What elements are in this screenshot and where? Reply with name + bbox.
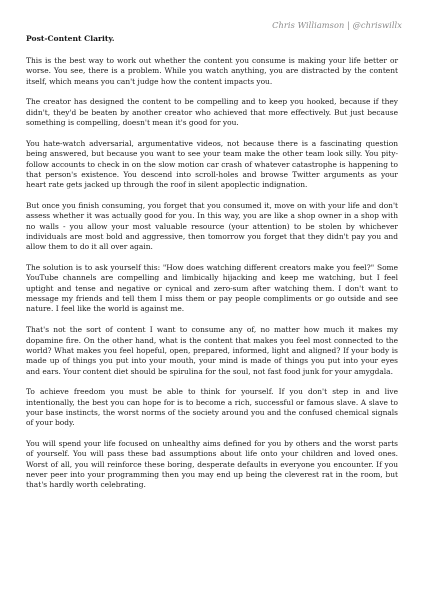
article-title: Post-Content Clarity. [26,34,115,43]
paragraph: You hate-watch adversarial, argumentative videos, not because there is a fascinating question being answered, but because you want to see your team make the other team look silly. You pity-follow accounts to check in on the slow motion car crash of whatever catastrophe is happening to that person's existence. You descend into scroll-holes and browse Twitter arguments as your heart rate gets jacked up through the roof in silent apoplectic indignation. [26,138,398,190]
paragraph: That's not the sort of content I want to consume any of, no matter how much it makes my dopamine fire. On the other hand, what is the content that makes you feel most connected to the world? What makes you feel hopeful, open, prepared, informed, light and aligned? If your body is made up of things you put into your mouth, your mind is made of things you put into your eyes and ears. Your content diet should be spirulina for the soul, not fast food junk for your amygdala. [26,325,398,376]
paragraph: But once you finish consuming, you forget that you consumed it, move on with your life and don't assess whether it was actually good for you. In this way, you are like a shop owner in a shop with no walls - you allow your most valuable resource (your attention) to be stolen by whichever individuals are most bold and aggressive, then tomorrow you forget that they didn't pay you and allow them to do it all over again. [26,200,398,252]
paragraph: The solution is to ask yourself this: "How does watching different creators make you feel?" Some YouTube channels are compelling and limbically hijacking and keep me watching, but I feel uptight and tense and negative or cynical and zero-sum after watching them. I don't want to message my friends and tell them I miss them or pay people compliments or go outside and see nature. I feel like the world is against me. [26,263,398,314]
paragraph: The creator has designed the content to be compelling and to keep you hooked, because if they didn't, they'd be beaten by another creator who achieved that more effectively. But just because something is compelling, doesn't mean it's good for you. [26,97,398,128]
paragraph: You will spend your life focused on unhealthy aims defined for you by others and the worst parts of yourself. You will pass these bad assumptions about life onto your children and loved ones. Worst of all, you will reinforce these boring, desperate defaults in everyone you encounter. If you never peer into your programming then you may end up being the cleverest rat in the room, but that's hardly worth celebrating. [26,439,398,490]
paragraph: To achieve freedom you must be able to think for yourself. If you don't step in and live intentionally, the best you can hope for is to become a rich, successful or famous slave. A slave to your base instincts, the worst norms of the society around you and the confused chemical signals of your body. [26,387,398,428]
author-byline: Chris Williamson | @chriswillx [272,20,402,30]
paragraph: This is the best way to work out whether the content you consume is making your life better or worse. You see, there is a problem. While you watch anything, you are distracted by the content itself, which means you can't judge how the content impacts you. [26,56,398,86]
